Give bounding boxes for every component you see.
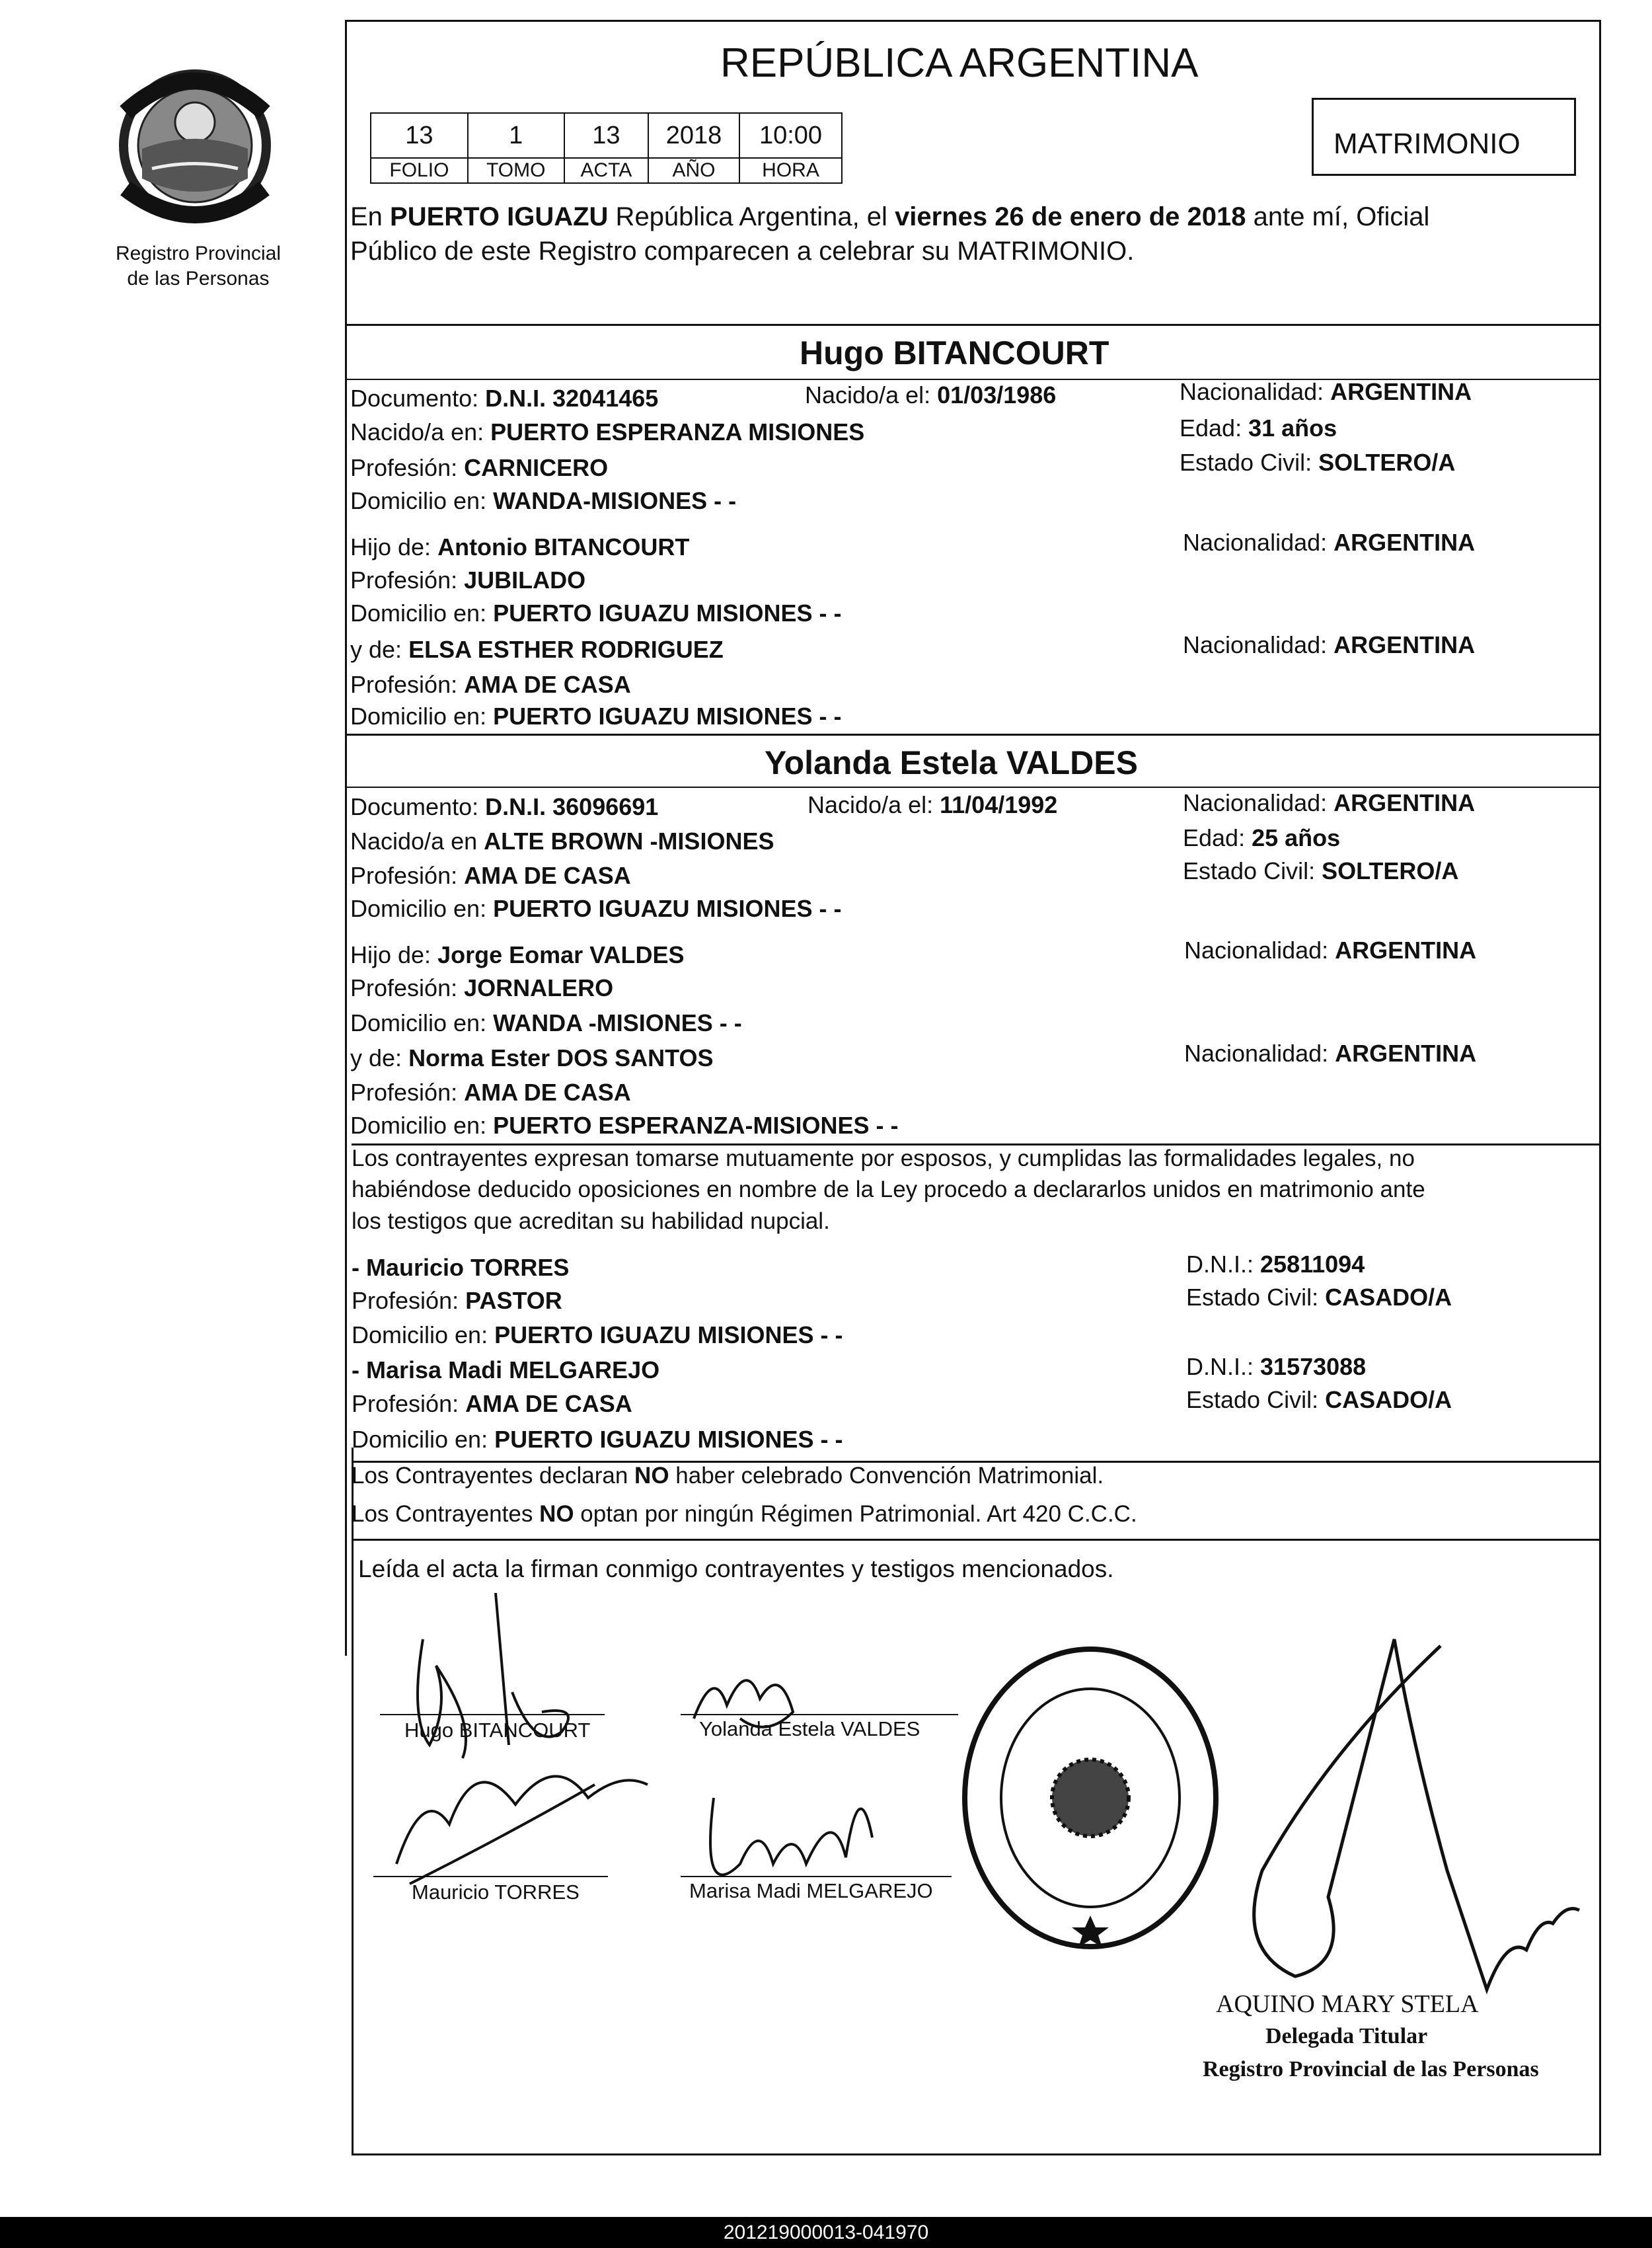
- frame-left-lower: [352, 1448, 354, 2155]
- spouse1-civil: Estado Civil: SOLTERO/A: [1180, 449, 1456, 476]
- convention-line-2: Los Contrayentes NO optan por ningún Régimen Patrimonial. Art 420 C.C.C.: [352, 1501, 1137, 1527]
- official-name: AQUINO MARY STELA: [1216, 1990, 1479, 2018]
- spouse1-nat: Nacionalidad: ARGENTINA: [1180, 378, 1472, 405]
- province-logo: [106, 63, 284, 235]
- spouse1-birthplace: Nacido/a en: PUERTO ESPERANZA MISIONES: [350, 418, 865, 446]
- frame-bottom: [352, 2153, 1601, 2155]
- sig2-name: Yolanda Estela VALDES: [699, 1717, 920, 1740]
- tomo-value: 1: [468, 113, 564, 158]
- declaration-line-2: habiéndose deducido oposiciones en nombre de la Ley procedo a declararlos unidos en matrimonio ante: [352, 1177, 1425, 1202]
- act-type: MATRIMONIO: [1333, 128, 1521, 160]
- registry-table: [370, 112, 843, 184]
- intro-line-2: Público de este Registro comparecen a celebrar su MATRIMONIO.: [350, 237, 1135, 266]
- frame-left: [345, 20, 347, 1656]
- spouse2-doc: Documento: D.N.I. 36096691: [350, 793, 659, 820]
- spouse2-name: Yolanda Estela VALDES: [765, 744, 1138, 781]
- country-title: REPÚBLICA ARGENTINA: [720, 40, 1199, 86]
- spouse1-mother: y de: ELSA ESTHER RODRIGUEZ: [350, 636, 724, 663]
- frame-right: [1599, 20, 1601, 2155]
- footer-code: 201219000013-041970: [723, 2222, 929, 2243]
- hour-label: HORA: [739, 158, 842, 183]
- spouse2-prof: Profesión: AMA DE CASA: [350, 862, 631, 889]
- spouse1-age: Edad: 31 años: [1180, 414, 1337, 442]
- divider-spouse2-sub: [345, 787, 1601, 788]
- witness1-dom: Domicilio en: PUERTO IGUAZU MISIONES - -: [352, 1321, 843, 1348]
- hour-value: 10:00: [739, 113, 842, 158]
- spouse2-civil: Estado Civil: SOLTERO/A: [1183, 857, 1459, 884]
- sig4-line: [681, 1876, 952, 1877]
- spouse2-born: Nacido/a el: 11/04/1992: [807, 791, 1058, 818]
- sig2-line: [681, 1714, 958, 1715]
- convention-line-1: Los Contrayentes declaran NO haber celebrado Convención Matrimonial.: [352, 1463, 1104, 1489]
- folio-value: 13: [371, 113, 468, 158]
- witness2-civil: Estado Civil: CASADO/A: [1186, 1386, 1452, 1413]
- spouse1-doc: Documento: D.N.I. 32041465: [350, 385, 659, 412]
- official-registry: Registro Provincial de las Personas: [1203, 2057, 1539, 2081]
- witness1-prof: Profesión: PASTOR: [352, 1287, 562, 1314]
- witness2-dom: Domicilio en: PUERTO IGUAZU MISIONES - -: [352, 1426, 843, 1453]
- spouse1-father: Hijo de: Antonio BITANCOURT: [350, 533, 690, 561]
- sig4-name: Marisa Madi MELGAREJO: [689, 1879, 933, 1902]
- folio-label: FOLIO: [371, 158, 468, 183]
- spouse1-mother-prof: Profesión: AMA DE CASA: [350, 671, 631, 698]
- official-title: Delegada Titular: [1265, 2024, 1428, 2048]
- registry-seal: [952, 1639, 1229, 1957]
- signature-scribbles: [370, 1586, 1031, 1917]
- spouse1-mother-dom: Domicilio en: PUERTO IGUAZU MISIONES - -: [350, 703, 842, 730]
- spouse1-father-dom: Domicilio en: PUERTO IGUAZU MISIONES - -: [350, 600, 842, 627]
- spouse2-father-prof: Profesión: JORNALERO: [350, 974, 614, 1001]
- spouse2-birthplace: Nacido/a en ALTE BROWN -MISIONES: [350, 828, 774, 855]
- tomo-label: TOMO: [468, 158, 564, 183]
- declaration-line-1: Los contrayentes expresan tomarse mutuamente por esposos, y cumplidas las formalidades legales, no: [352, 1145, 1415, 1171]
- spouse1-dom: Domicilio en: WANDA-MISIONES - -: [350, 487, 737, 514]
- acta-label: ACTA: [564, 158, 648, 183]
- year-label: AÑO: [648, 158, 739, 183]
- year-value: 2018: [648, 113, 739, 158]
- logo-caption: Registro Provincial de las Personas: [115, 243, 282, 290]
- spouse1-father-prof: Profesión: JUBILADO: [350, 566, 586, 594]
- spouse1-born: Nacido/a el: 01/03/1986: [805, 381, 1057, 408]
- spouse1-prof: Profesión: CARNICERO: [350, 454, 609, 481]
- spouse2-mother-nat: Nacionalidad: ARGENTINA: [1184, 1040, 1477, 1067]
- sig1-name: Hugo BITANCOURT: [404, 1719, 591, 1742]
- spouse2-nat: Nacionalidad: ARGENTINA: [1183, 789, 1476, 816]
- spouse2-dom: Domicilio en: PUERTO IGUAZU MISIONES - -: [350, 895, 842, 922]
- divider-spouse2: [345, 734, 1601, 736]
- intro-line-1: En PUERTO IGUAZU República Argentina, el viernes 26 de enero de 2018 ante mí, Oficial: [350, 202, 1430, 231]
- spouse1-father-nat: Nacionalidad: ARGENTINA: [1183, 529, 1476, 556]
- sig3-name: Mauricio TORRES: [412, 1880, 580, 1904]
- divider-signatures: [352, 1539, 1601, 1541]
- frame-top: [345, 20, 1601, 22]
- witness2-name: - Marisa Madi MELGAREJO: [352, 1356, 660, 1383]
- spouse2-father: Hijo de: Jorge Eomar VALDES: [350, 941, 685, 968]
- read-statement: Leída el acta la firman conmigo contrayentes y testigos mencionados.: [358, 1555, 1114, 1582]
- sig3-line: [373, 1876, 608, 1877]
- spouse2-mother: y de: Norma Ester DOS SANTOS: [350, 1044, 714, 1071]
- spouse1-mother-nat: Nacionalidad: ARGENTINA: [1183, 631, 1476, 658]
- spouse2-mother-dom: Domicilio en: PUERTO ESPERANZA-MISIONES - -: [350, 1112, 899, 1139]
- spouse2-father-nat: Nacionalidad: ARGENTINA: [1184, 937, 1477, 964]
- footer-bar: [0, 2217, 1652, 2248]
- official-signature: [1196, 1619, 1593, 2042]
- witness1-dni: D.N.I.: 25811094: [1186, 1251, 1365, 1278]
- spouse2-father-dom: Domicilio en: WANDA -MISIONES - -: [350, 1009, 742, 1036]
- divider-spouse1: [345, 324, 1601, 326]
- witness1-civil: Estado Civil: CASADO/A: [1186, 1284, 1452, 1311]
- witness1-name: - Mauricio TORRES: [352, 1254, 570, 1281]
- acta-value: 13: [564, 113, 648, 158]
- act-type-box: [1312, 98, 1576, 176]
- witness2-dni: D.N.I.: 31573088: [1186, 1353, 1367, 1380]
- spouse1-name: Hugo BITANCOURT: [800, 334, 1109, 371]
- declaration-line-3: los testigos que acreditan su habilidad nupcial.: [352, 1208, 830, 1234]
- spouse2-age: Edad: 25 años: [1183, 824, 1341, 851]
- spouse2-mother-prof: Profesión: AMA DE CASA: [350, 1079, 631, 1106]
- witness2-prof: Profesión: AMA DE CASA: [352, 1390, 632, 1417]
- sig1-line: [380, 1714, 605, 1715]
